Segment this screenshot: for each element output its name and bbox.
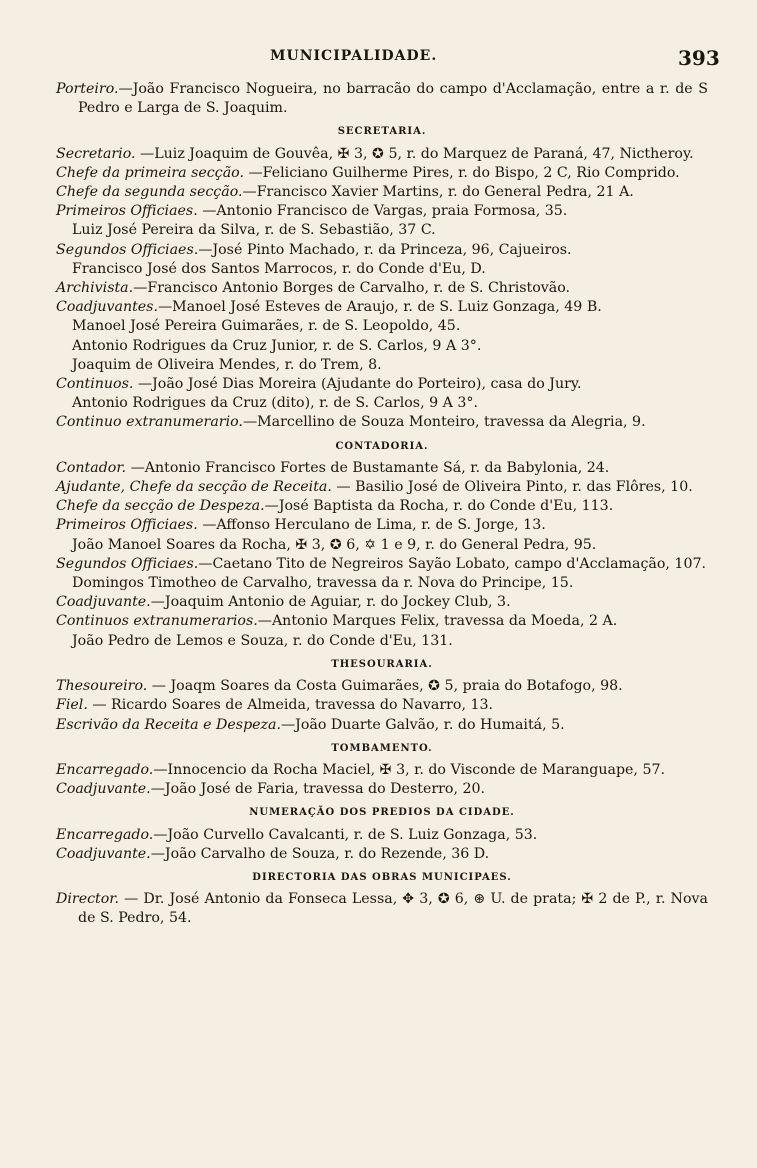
entry-text: —João José de Faria, travessa do Desterro, 20.: [150, 781, 486, 798]
entry-title: Continuos.: [56, 376, 134, 393]
entry-text: —Antonio Francisco Fortes de Bustamante Sá, r. da Babylonia, 24.: [126, 459, 610, 476]
directory-entry: [56, 80, 708, 118]
entry-text: — Dr. José Antonio da Fonseca Lessa, ✥ 3, ✪ 6, ⊛ U. de prata; ✠ 2 de P., r. Nova de S. Pedro, 54.: [78, 891, 708, 927]
directory-entry: [56, 761, 708, 780]
entry-title: Encarregado.: [56, 826, 154, 843]
entry-continuation: Manoel José Pereira Guimarães, r. de S. Leopoldo, 45.: [72, 318, 461, 335]
directory-entry: [56, 241, 708, 260]
directory-entry: [56, 145, 708, 164]
entry-title: Porteiro.: [56, 81, 119, 97]
directory-entry: [56, 279, 708, 298]
entry-title: Fiel.: [56, 697, 88, 714]
entry-title: Chefe da secção de Despeza.: [56, 498, 265, 515]
entry-text: —João Francisco Nogueira, no barracão do campo d'Acclamação, entre a r. de S Pedro e Larga de S. Joaquim.: [78, 81, 708, 117]
directory-entry: [56, 459, 708, 478]
section-heading: TOMBAMENTO.: [331, 742, 433, 754]
entry-title: Thesoureiro.: [56, 678, 148, 695]
entry-title: Chefe da primeira secção.: [56, 164, 244, 181]
entry-title: Coadjuvante.: [56, 781, 151, 798]
entry-title: Primeiros Officiaes.: [56, 517, 198, 534]
directory-entry: [56, 845, 708, 864]
entry-text: —Luiz Joaquim de Gouvêa, ✠ 3, ✪ 5, r. do Marquez de Paraná, 47, Nictheroy.: [135, 145, 694, 162]
entry-text: — Ricardo Soares de Almeida, travessa do Navarro, 13.: [87, 697, 494, 714]
page-header: [0, 44, 757, 76]
section-heading: CONTADORIA.: [335, 440, 429, 452]
entry-title: Coadjuvante.: [56, 845, 151, 862]
entry-text: —João Curvello Cavalcanti, r. de S. Luiz Gonzaga, 53.: [153, 826, 538, 843]
entry-continuation: Luiz José Pereira da Silva, r. de S. Sebastião, 37 C.: [72, 222, 436, 239]
entry-continuation: Antonio Rodrigues da Cruz (dito), r. de S. Carlos, 9 A 3°.: [72, 395, 479, 412]
entry-title: Secretario.: [56, 145, 136, 162]
entry-title: Director.: [56, 891, 120, 908]
directory-entry: [56, 593, 708, 612]
directory-entry: [56, 677, 708, 696]
entry-text: —João José Dias Moreira (Ajudante do Porteiro), casa do Jury.: [133, 376, 582, 393]
entry-text: — Basilio José de Oliveira Pinto, r. das Flôres, 10.: [331, 479, 693, 496]
entry-title: Archivista.: [56, 280, 134, 297]
section-heading: NUMERAÇÃO DOS PREDIOS DA CIDADE.: [249, 807, 515, 819]
entry-title: Coadjuvante.: [56, 594, 151, 611]
directory-entry: [56, 183, 708, 202]
entry-text: —Manoel José Esteves de Araujo, r. de S. Luiz Gonzaga, 49 B.: [157, 299, 602, 316]
entry-text: —Feliciano Guilherme Pires, r. do Bispo, 2 C, Rio Comprido.: [243, 164, 680, 181]
entry-text: —Marcellino de Souza Monteiro, travessa da Alegria, 9.: [242, 414, 646, 431]
directory-entry: [56, 780, 708, 799]
directory-entry: [56, 890, 708, 928]
entry-continuation: Francisco José dos Santos Marrocos, r. do Conde d'Eu, D.: [72, 260, 486, 277]
directory-entry: [56, 202, 708, 221]
entry-text: —Antonio Francisco de Vargas, praia Formosa, 35.: [197, 203, 568, 220]
entry-title: Ajudante, Chefe da secção de Receita.: [56, 479, 332, 496]
entry-title: Continuos extranumerarios.: [56, 613, 258, 630]
entry-title: Primeiros Officiaes.: [56, 203, 198, 220]
directory-entry: [56, 164, 708, 183]
entry-title: Segundos Officiaes.: [56, 555, 199, 572]
entry-text: — Joaqm Soares da Costa Guimarães, ✪ 5, praia do Botafogo, 98.: [147, 678, 623, 695]
directory-listing: [56, 80, 708, 929]
entry-continuation: Domingos Timotheo de Carvalho, travessa da r. Nova do Principe, 15.: [72, 575, 574, 592]
entry-text: —João Carvalho de Souza, r. do Rezende, 36 D.: [150, 845, 490, 862]
entry-title: Escrivão da Receita e Despeza.: [56, 716, 281, 733]
entry-text: —José Pinto Machado, r. da Princeza, 96, Cajueiros.: [198, 241, 572, 258]
page-number: 393: [678, 46, 720, 70]
section-heading: THESOURARIA.: [331, 658, 433, 670]
entry-title: Contador.: [56, 459, 127, 476]
running-title: MUNICIPALIDADE.: [270, 48, 438, 64]
directory-entry: [56, 413, 708, 432]
directory-entry: [56, 497, 708, 516]
entry-title: Segundos Officiaes.: [56, 241, 199, 258]
entry-text: —Francisco Xavier Martins, r. do General Pedra, 21 A.: [242, 184, 634, 201]
entry-title: Encarregado.: [56, 761, 154, 778]
entry-continuation: João Pedro de Lemos e Souza, r. do Conde d'Eu, 131.: [72, 632, 453, 649]
directory-entry: [56, 516, 708, 535]
section-heading: DIRECTORIA DAS OBRAS MUNICIPAES.: [252, 871, 512, 883]
entry-text: —Antonio Marques Felix, travessa da Moeda, 2 A.: [257, 613, 618, 630]
entry-text: —Caetano Tito de Negreiros Sayão Lobato, campo d'Acclamação, 107.: [198, 555, 707, 572]
entry-text: —Francisco Antonio Borges de Carvalho, r. de S. Christovão.: [133, 280, 571, 297]
entry-title: Continuo extranumerario.: [56, 414, 243, 431]
directory-entry: [56, 612, 708, 631]
entry-text: —Affonso Herculano de Lima, r. de S. Jorge, 13.: [197, 517, 546, 534]
directory-entry: [56, 716, 708, 735]
directory-entry: [56, 826, 708, 845]
directory-entry: [56, 478, 708, 497]
entry-title: Chefe da segunda secção.: [56, 184, 243, 201]
directory-entry: [56, 375, 708, 394]
entry-title: Coadjuvantes.: [56, 299, 158, 316]
entry-text: —Innocencio da Rocha Maciel, ✠ 3, r. do Visconde de Maranguape, 57.: [153, 761, 666, 778]
entry-continuation: Joaquim de Oliveira Mendes, r. do Trem, 8.: [72, 356, 382, 373]
directory-entry: [56, 696, 708, 715]
section-heading: SECRETARIA.: [337, 126, 427, 138]
entry-text: —José Baptista da Rocha, r. do Conde d'Eu, 113.: [264, 498, 614, 515]
directory-entry: [56, 555, 708, 574]
entry-continuation: João Manoel Soares da Rocha, ✠ 3, ✪ 6, ✡ 1 e 9, r. do General Pedra, 95.: [72, 536, 597, 553]
entry-continuation: Antonio Rodrigues da Cruz Junior, r. de S. Carlos, 9 A 3°.: [72, 337, 482, 354]
entry-text: —Joaquim Antonio de Aguiar, r. do Jockey Club, 3.: [150, 594, 511, 611]
directory-entry: [56, 298, 708, 317]
entry-text: —João Duarte Galvão, r. do Humaitá, 5.: [280, 716, 565, 733]
